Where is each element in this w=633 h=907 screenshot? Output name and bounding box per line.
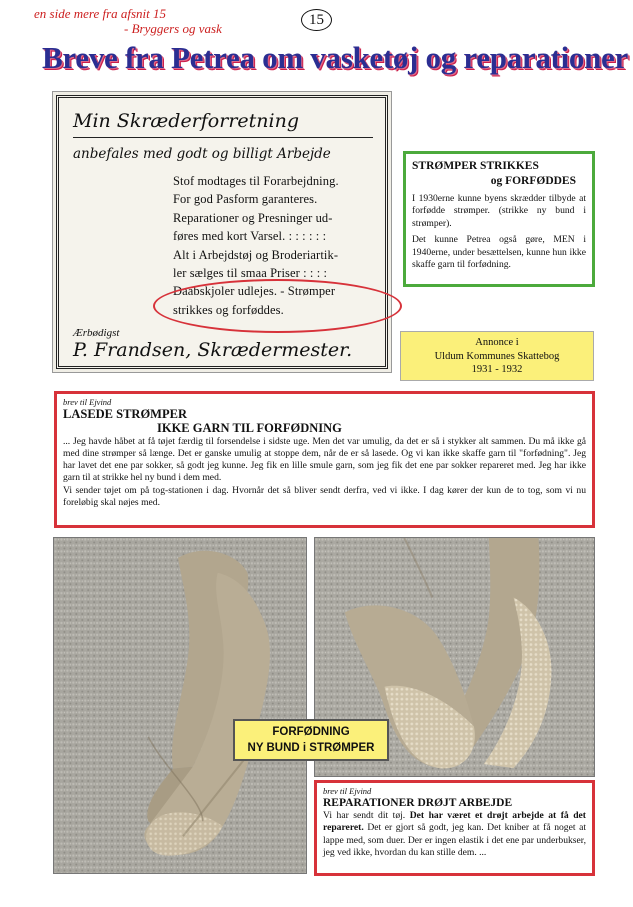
advertisement-line: ler sælges til smaa Priser : : : : — [173, 266, 328, 281]
info-box-stockings — [403, 151, 595, 287]
letter-title-line-1: LASEDE STRØMPER — [63, 407, 187, 421]
advertisement-line: Stof modtages til Forarbejdning. — [173, 174, 339, 188]
letter-box-stockings — [54, 391, 595, 528]
photo-caption-line-1: FORFØDNING — [272, 726, 350, 738]
chapter-reference — [34, 6, 222, 36]
advertisement-line: Alt i Arbejdstøj og Broderiartik- — [173, 247, 339, 262]
info-box-title — [412, 159, 586, 189]
info-box-paragraph-1: I 1930erne kunne byens skrædder tilbyde at forfødde strømper. (strikke ny bund i strømper). — [412, 193, 586, 229]
letter-paragraph-1: ... Jeg havde håbet at få tøjet færdig til forsendelse i sidste uge. Men det var umulig, da det er så i stykker alt sammen. Du må ikke gå med dine strømper så længe. Det er ganske umulig at stoppe dem, når de er så lasede. Og vi kan ikke skaffe garn til "forfødning". Jeg har lavet det ene par sokker, så godt jeg kunne. Jeg fik en lille smule garn, som jeg fik det ene par sokker repareret med. Jeg har ikke garn til at strikke hel ny bund i dem med. — [63, 436, 586, 483]
advertisement-line: Reparationer og Presninger ud- — [173, 210, 333, 225]
letter-label: brev til Ejvind — [63, 397, 112, 407]
chapter-reference-line-2: - Bryggers og vask — [124, 21, 222, 36]
advertisement-body — [173, 172, 373, 319]
letter-text-start: Vi har sendt dit tøj. — [323, 810, 410, 821]
advertisement-line: For god Pasform garanteres. — [173, 192, 318, 207]
caption-line-2: Uldum Kommunes Skattebog — [434, 350, 560, 362]
advertisement-line: strikkes og forføddes. — [173, 302, 284, 317]
advertisement-border — [56, 95, 388, 369]
letter-text-emphasis: Det har været et drøjt arbejde at få det repareret. — [323, 810, 586, 834]
chapter-reference-line-1: en side mere fra afsnit 15 — [34, 6, 167, 21]
letter-paragraph-2: Vi sender tøjet om på tog-stationen i dag. Hvornår det så bliver sendt derfra, ved vi ikke. I dag kører der kun de to tog, som vi nu foreløbig skal nøjes med. — [63, 485, 586, 508]
photo-caption-line-2: NY BUND i STRØMPER — [247, 742, 375, 754]
page-title: Breve fra Petrea om vasketøj og reparationer — [42, 40, 628, 75]
letter-label: brev til Ejvind — [323, 786, 372, 796]
letter-title — [63, 407, 586, 435]
advertisement-line: føres med kort Varsel. : : : : : : — [173, 229, 327, 244]
caption-line-1: Annonce i — [475, 337, 519, 348]
letter-box-repairs — [314, 780, 595, 876]
advertisement-tagline: anbefales med godt og billigt Arbejde — [73, 146, 331, 162]
caption-line-3: 1931 - 1932 — [471, 364, 523, 375]
photo-stockings-left — [53, 537, 307, 874]
info-box-title-line-1: STRØMPER STRIKKES — [412, 160, 539, 172]
letter-text-end: Det er gjort så godt, jeg kan. Det kniber at få noget at lappe med, som duer. Der er ingen elastik i det ene par underbukser, jeg ved ikke, hvordan du kan stille dem. ... — [323, 822, 586, 858]
stockings-photo-left — [54, 538, 306, 873]
photo-caption-label — [233, 719, 389, 761]
letter-title: REPARATIONER DRØJT ARBEJDE — [323, 797, 513, 809]
advertisement-heading: Min Skræderforretning — [73, 110, 373, 138]
letter-title-line-2: IKKE GARN TIL FORFØDNING — [157, 421, 342, 435]
letter-body — [323, 810, 586, 859]
advertisement-signature: P. Frandsen, Skrædermester. — [73, 339, 353, 362]
advertisement-closing: Ærbødigst — [73, 327, 120, 340]
newspaper-advertisement — [52, 91, 392, 373]
advertisement-line: Daabskjoler udlejes. - Strømper — [173, 284, 336, 299]
advertisement-caption — [400, 331, 594, 381]
info-box-title-line-2: og FORFØDDES — [490, 175, 576, 187]
info-box-paragraph-2: Det kunne Petrea også gøre, MEN i 1940erne, under besættelsen, kunne hun ikke skaffe garn til forfødning. — [412, 234, 586, 271]
page-number: 15 — [301, 9, 332, 31]
